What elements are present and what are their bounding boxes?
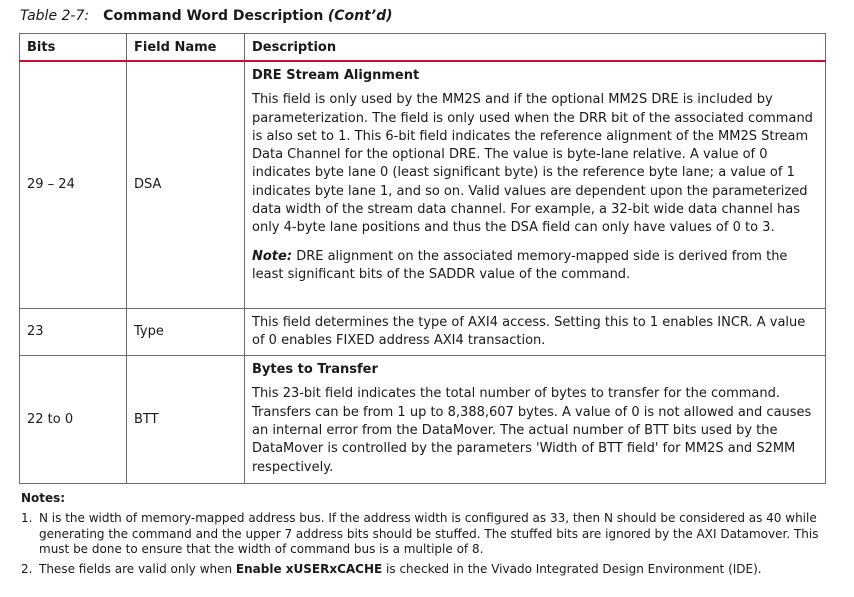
note-number: 2.	[21, 562, 33, 577]
note-number: 1.	[21, 511, 33, 526]
header-bits: Bits	[20, 34, 127, 62]
table-row	[20, 356, 826, 484]
note-text-after: is checked in the Vivado Integrated Design Environment (IDE).	[382, 562, 762, 577]
note-text-before: These fields are valid only when	[39, 562, 236, 577]
table-title: Command Word Description	[103, 8, 324, 24]
description-text: This field is only used by the MM2S and if the optional MM2S DRE is included by parameterization. The field is only used when the DRR bit of the associated command is also set to 1. This 6-bit field indicates the reference alignment of the MM2S Stream Data Channel for the optional DRE. The value is byte-lane relative. A value of 0 indicates byte lane 0 (least significant byte) is the reference byte lane; a value of 1 indicates byte lane 1, and so on. Valid values are dependent upon the parameterized data width of the stream data channel. For example, a 32-bit wide data channel has only 4-byte lane positions and thus the DSA field can only have values of 0 to 3.	[252, 92, 813, 236]
cell-bits: 23	[20, 308, 127, 356]
note-body: N is the width of memory-mapped address bus. If the address width is configured as 33, then N should be considered as 40 while generating the command and the upper 7 address bits should be stuffed. The stuffed bits are ignored by the AXI Datamover. This must be done to ensure that the width of command bus is a multiple of 8.	[39, 511, 819, 556]
description-subheading: Bytes to Transfer	[252, 362, 378, 378]
notes-title: Notes:	[21, 491, 66, 505]
table-row	[20, 308, 826, 356]
header-field-name: Field Name	[127, 34, 245, 62]
command-word-table	[19, 33, 826, 484]
table-header-row	[20, 34, 826, 62]
table-number: Table 2-7:	[20, 8, 90, 24]
cell-bits: 22 to 0	[20, 356, 127, 484]
header-description: Description	[245, 34, 826, 62]
cell-field-name: Type	[127, 308, 245, 356]
table-notes	[21, 491, 821, 582]
cell-field-name: DSA	[127, 61, 245, 308]
cell-description	[245, 308, 826, 356]
cell-description	[245, 356, 826, 484]
list-item	[21, 562, 821, 577]
description-text: This 23-bit field indicates the total number of bytes to transfer for the command. Transfers can be from 1 up to 8,388,607 bytes. A value of 0 is not allowed and causes an internal error from the DataMover. The actual number of BTT bits used by the DataMover is controlled by the parameters 'Width of BTT field' for MM2S and S2MM respectively.	[252, 386, 812, 475]
cell-field-name: BTT	[127, 356, 245, 484]
table-continued-label: (Cont’d)	[327, 8, 393, 24]
table-caption	[20, 6, 393, 26]
table-row	[20, 61, 826, 308]
note-label: Note:	[252, 248, 293, 264]
list-item	[21, 511, 821, 557]
note-setting-name: Enable xUSERxCACHE	[235, 562, 383, 577]
description-note	[252, 248, 817, 285]
description-text: This field determines the type of AXI4 access. Setting this to 1 enables INCR. A value of 0 enables FIXED address AXI4 transaction.	[252, 314, 806, 348]
cell-description	[245, 61, 826, 308]
note-body	[39, 562, 821, 577]
note-text: DRE alignment on the associated memory-mapped side is derived from the least significant bits of the SADDR value of the command.	[252, 248, 788, 282]
cell-bits: 29 – 24	[20, 61, 127, 308]
description-subheading: DRE Stream Alignment	[252, 68, 420, 83]
